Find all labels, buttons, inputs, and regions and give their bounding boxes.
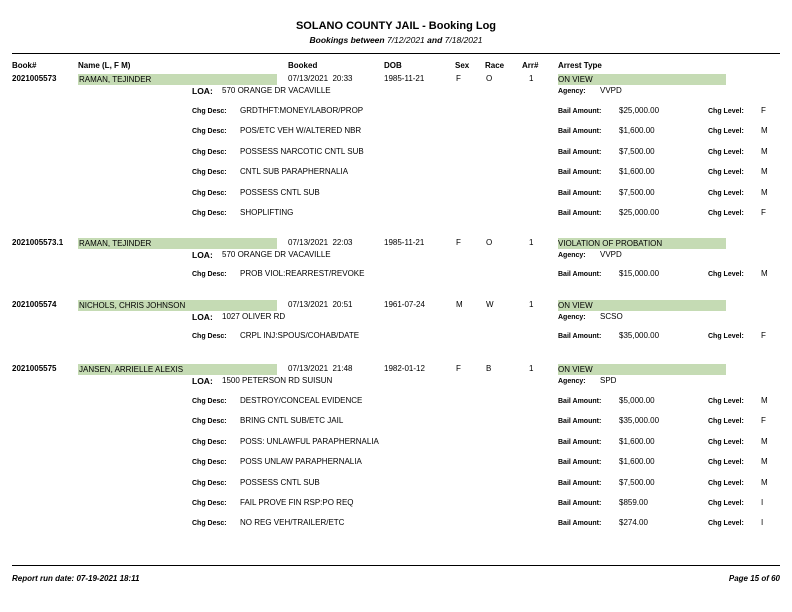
record-arrest-number: 1 <box>529 238 534 247</box>
chg-level-label: Chg Level: <box>708 271 744 278</box>
record-race: W <box>486 300 494 309</box>
chg-level-label: Chg Level: <box>708 398 744 405</box>
bail-amount: $1,600.00 <box>619 437 655 446</box>
col-arrest-type: Arrest Type <box>558 61 602 70</box>
record-arrest-type: ON VIEW <box>558 74 726 85</box>
chg-level-label: Chg Level: <box>708 459 744 466</box>
bail-amount-label: Bail Amount: <box>558 439 602 446</box>
record-book-number: 2021005575 <box>12 364 57 373</box>
bail-amount: $25,000.00 <box>619 106 660 115</box>
bail-amount: $1,600.00 <box>619 457 655 466</box>
col-book: Book# <box>12 61 37 70</box>
record-loa: 570 ORANGE DR VACAVILLE <box>222 86 331 95</box>
charge-description: DESTROY/CONCEAL EVIDENCE <box>240 396 363 405</box>
bail-amount: $859.00 <box>619 498 648 507</box>
chg-desc-label: Chg Desc: <box>192 149 227 156</box>
report-subtitle <box>0 35 792 45</box>
charge-level: M <box>761 126 768 135</box>
record-loa: 1500 PETERSON RD SUISUN <box>222 376 333 385</box>
subtitle-prefix: Bookings between <box>309 35 385 45</box>
chg-desc-label: Chg Desc: <box>192 108 227 115</box>
chg-level-label: Chg Level: <box>708 190 744 197</box>
bail-amount-label: Bail Amount: <box>558 210 602 217</box>
chg-level-label: Chg Level: <box>708 480 744 487</box>
col-booked: Booked <box>288 61 318 70</box>
bail-amount: $15,000.00 <box>619 269 660 278</box>
record-book-number: 2021005574 <box>12 300 57 309</box>
bail-amount-label: Bail Amount: <box>558 520 602 527</box>
chg-desc-label: Chg Desc: <box>192 128 227 135</box>
chg-level-label: Chg Level: <box>708 520 744 527</box>
record-agency: VVPD <box>600 250 622 259</box>
report-run-date: Report run date: 07-19-2021 18:11 <box>12 574 140 583</box>
record-race: O <box>486 238 493 247</box>
charge-description: CNTL SUB PARAPHERNALIA <box>240 167 349 176</box>
col-arr: Arr# <box>522 61 539 70</box>
record-race: O <box>486 74 493 83</box>
loa-label: LOA: <box>192 376 213 386</box>
date-to: 7/18/2021 <box>444 35 483 45</box>
page-number: Page 15 of 60 <box>728 574 780 583</box>
bail-amount-label: Bail Amount: <box>558 108 602 115</box>
record-sex: F <box>456 238 461 247</box>
bail-amount: $274.00 <box>619 518 648 527</box>
report-title: SOLANO COUNTY JAIL - Booking Log <box>295 20 497 32</box>
col-race: Race <box>485 61 505 70</box>
agency-label: Agency: <box>558 314 586 321</box>
header-divider <box>12 53 780 54</box>
record-sex: F <box>456 364 461 373</box>
record-agency: SPD <box>600 376 617 385</box>
charge-level: M <box>761 147 768 156</box>
record-name: NICHOLS, CHRIS JOHNSON <box>78 300 277 311</box>
chg-desc-label: Chg Desc: <box>192 439 227 446</box>
col-dob: DOB <box>384 61 402 70</box>
record-booked: 07/13/2021 21:48 <box>288 364 353 373</box>
chg-desc-label: Chg Desc: <box>192 459 227 466</box>
record-dob: 1985-11-21 <box>384 74 425 83</box>
bail-amount-label: Bail Amount: <box>558 271 602 278</box>
record-booked: 07/13/2021 22:03 <box>288 238 353 247</box>
charge-description: POSSESS CNTL SUB <box>240 478 320 487</box>
charge-level: I <box>761 498 764 507</box>
bail-amount: $35,000.00 <box>619 331 660 340</box>
charge-description: GRDTHFT:MONEY/LABOR/PROP <box>240 106 364 115</box>
record-name: RAMAN, TEJINDER <box>78 74 277 85</box>
bail-amount-label: Bail Amount: <box>558 169 602 176</box>
chg-level-label: Chg Level: <box>708 418 744 425</box>
chg-desc-label: Chg Desc: <box>192 500 227 507</box>
record-sex: M <box>456 300 463 309</box>
charge-description: POSS: UNLAWFUL PARAPHERNALIA <box>240 437 379 446</box>
chg-desc-label: Chg Desc: <box>192 169 227 176</box>
record-agency: SCSO <box>600 312 623 321</box>
record-book-number: 2021005573.1 <box>12 238 64 247</box>
record-name: RAMAN, TEJINDER <box>78 238 277 249</box>
charge-description: POSS UNLAW PARAPHERNALIA <box>240 457 362 466</box>
chg-desc-label: Chg Desc: <box>192 418 227 425</box>
agency-label: Agency: <box>558 252 586 259</box>
charge-level: M <box>761 478 768 487</box>
bail-amount-label: Bail Amount: <box>558 480 602 487</box>
loa-label: LOA: <box>192 312 213 322</box>
chg-desc-label: Chg Desc: <box>192 398 227 405</box>
record-name: JANSEN, ARRIELLE ALEXIS <box>78 364 277 375</box>
bail-amount: $1,600.00 <box>619 167 655 176</box>
charge-level: M <box>761 188 768 197</box>
record-race: B <box>486 364 492 373</box>
record-loa: 570 ORANGE DR VACAVILLE <box>222 250 331 259</box>
bail-amount: $7,500.00 <box>619 478 655 487</box>
bail-amount: $5,000.00 <box>619 396 655 405</box>
charge-description: NO REG VEH/TRAILER/ETC <box>240 518 345 527</box>
record-booked: 07/13/2021 20:51 <box>288 300 353 309</box>
charge-level: F <box>761 106 766 115</box>
record-arrest-type: ON VIEW <box>558 300 726 311</box>
bail-amount-label: Bail Amount: <box>558 190 602 197</box>
bail-amount-label: Bail Amount: <box>558 149 602 156</box>
charge-description: SHOPLIFTING <box>240 208 294 217</box>
charge-level: F <box>761 208 766 217</box>
charge-level: I <box>761 518 764 527</box>
bail-amount: $35,000.00 <box>619 416 660 425</box>
chg-level-label: Chg Level: <box>708 169 744 176</box>
record-dob: 1982-01-12 <box>384 364 425 373</box>
bail-amount: $1,600.00 <box>619 126 655 135</box>
bail-amount-label: Bail Amount: <box>558 500 602 507</box>
col-sex: Sex <box>455 61 470 70</box>
bail-amount-label: Bail Amount: <box>558 128 602 135</box>
bail-amount-label: Bail Amount: <box>558 418 602 425</box>
record-arrest-number: 1 <box>529 300 534 309</box>
col-name: Name (L, F M) <box>78 61 131 70</box>
chg-desc-label: Chg Desc: <box>192 480 227 487</box>
date-from: 7/12/2021 <box>386 35 425 45</box>
charge-description: PROB VIOL:REARREST/REVOKE <box>240 269 365 278</box>
record-sex: F <box>456 74 461 83</box>
charge-description: BRING CNTL SUB/ETC JAIL <box>240 416 344 425</box>
record-arrest-number: 1 <box>529 364 534 373</box>
charge-level: M <box>761 269 768 278</box>
chg-level-label: Chg Level: <box>708 439 744 446</box>
record-booked: 07/13/2021 20:33 <box>288 74 353 83</box>
charge-description: POS/ETC VEH W/ALTERED NBR <box>240 126 362 135</box>
loa-label: LOA: <box>192 86 213 96</box>
agency-label: Agency: <box>558 88 586 95</box>
charge-level: F <box>761 416 766 425</box>
charge-description: POSSESS CNTL SUB <box>240 188 320 197</box>
chg-level-label: Chg Level: <box>708 108 744 115</box>
bail-amount-label: Bail Amount: <box>558 333 602 340</box>
bail-amount: $7,500.00 <box>619 147 655 156</box>
record-arrest-type: VIOLATION OF PROBATION <box>558 238 726 249</box>
charge-level: F <box>761 331 766 340</box>
bail-amount: $25,000.00 <box>619 208 660 217</box>
charge-level: M <box>761 457 768 466</box>
chg-desc-label: Chg Desc: <box>192 210 227 217</box>
loa-label: LOA: <box>192 250 213 260</box>
subtitle-join: and <box>427 35 443 45</box>
chg-level-label: Chg Level: <box>708 333 744 340</box>
chg-desc-label: Chg Desc: <box>192 190 227 197</box>
charge-level: M <box>761 167 768 176</box>
bail-amount-label: Bail Amount: <box>558 398 602 405</box>
footer-divider <box>12 565 780 566</box>
charge-description: FAIL PROVE FIN RSP:PO REQ <box>240 498 354 507</box>
record-arrest-number: 1 <box>529 74 534 83</box>
chg-level-label: Chg Level: <box>708 149 744 156</box>
charge-level: M <box>761 437 768 446</box>
record-loa: 1027 OLIVER RD <box>222 312 286 321</box>
record-agency: VVPD <box>600 86 622 95</box>
bail-amount: $7,500.00 <box>619 188 655 197</box>
charge-description: POSSESS NARCOTIC CNTL SUB <box>240 147 364 156</box>
agency-label: Agency: <box>558 378 586 385</box>
bail-amount-label: Bail Amount: <box>558 459 602 466</box>
chg-level-label: Chg Level: <box>708 500 744 507</box>
record-arrest-type: ON VIEW <box>558 364 726 375</box>
chg-level-label: Chg Level: <box>708 128 744 135</box>
record-dob: 1985-11-21 <box>384 238 425 247</box>
charge-level: M <box>761 396 768 405</box>
record-dob: 1961-07-24 <box>384 300 425 309</box>
charge-description: CRPL INJ:SPOUS/COHAB/DATE <box>240 331 360 340</box>
chg-desc-label: Chg Desc: <box>192 333 227 340</box>
chg-level-label: Chg Level: <box>708 210 744 217</box>
chg-desc-label: Chg Desc: <box>192 271 227 278</box>
chg-desc-label: Chg Desc: <box>192 520 227 527</box>
record-book-number: 2021005573 <box>12 74 57 83</box>
